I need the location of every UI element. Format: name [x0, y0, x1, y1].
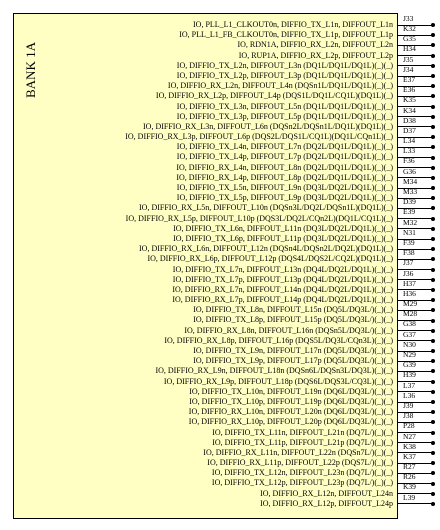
pin-number-label: G35 [403, 34, 416, 44]
pin-number-label: K37 [403, 451, 416, 461]
pin-terminal-dot [431, 33, 435, 37]
pin-function-label: IO, DIFFIO_TX_L11n, DIFFOUT_L21n (DQ7L/)(_)(_) [212, 427, 393, 437]
pin-number-label: J33 [403, 13, 414, 23]
pin-function-label: IO, DIFFIO_RX_L3p, DIFFOUT_L6p (DQS2L/DQS1L/CQ1L)(DQ1L/CQn1L)(_) [125, 132, 393, 142]
pin-function-label: IO, DIFFIO_RX_L6p, DIFFOUT_L12p (DQS4L/DQS2L/CQ2L)(DQ1L)(_) [147, 254, 393, 264]
pin-number-label: J38 [403, 411, 414, 421]
pin-number-label: H36 [403, 288, 416, 298]
pin-number-label: N31 [403, 227, 416, 237]
pin-function-label: IO, DIFFIO_RX_L12p, DIFFOUT_L24p [260, 498, 393, 508]
pin-row [0, 13, 440, 30]
pin-function-label: IO, DIFFIO_TX_L2n, DIFFOUT_L3n (DQ1L/DQ1L/DQ1L)(_)(_) [176, 60, 393, 70]
pin-number-label: D38 [403, 115, 416, 125]
pin-function-label: IO, DIFFIO_TX_L6n, DIFFOUT_L11n (DQ3L/DQ2L/DQ1L)(_)(_) [173, 223, 393, 233]
pin-number-label: R27 [403, 462, 416, 472]
pin-terminal-dot [431, 359, 435, 363]
pin-terminal-dot [431, 176, 435, 180]
pin-terminal-dot [431, 308, 435, 312]
pin-terminal-dot [431, 400, 435, 404]
pin-terminal-dot [431, 43, 435, 47]
pin-number-label: F36 [403, 156, 415, 166]
pin-number-label: L34 [403, 136, 416, 146]
pin-terminal-dot [431, 156, 435, 160]
pin-number-label: G36 [403, 166, 416, 176]
pin-terminal-dot [431, 64, 435, 68]
pin-terminal-dot [431, 186, 435, 190]
pin-number-label: G38 [403, 319, 416, 329]
pin-function-label: IO, DIFFIO_TX_L3n, DIFFOUT_L5n (DQ1L/DQ1L/DQ1L)(_)(_) [176, 101, 393, 111]
pin-number-label: D39 [403, 197, 416, 207]
pin-number-label: K39 [403, 482, 416, 492]
pin-function-label: IO, DIFFIO_RX_L4n, DIFFOUT_L8n (DQ2L/DQ1L/DQ1L)(_)(_) [176, 162, 393, 172]
pin-number-label: E39 [403, 207, 416, 217]
pin-terminal-dot [431, 247, 435, 251]
pin-function-label: IO, DIFFIO_RX_L4p, DIFFOUT_L8p (DQ2L/DQ1L/DQ1L)(_)(_) [176, 172, 393, 182]
pin-terminal-dot [431, 206, 435, 210]
pin-terminal-dot [431, 74, 435, 78]
pin-function-label: IO, DIFFIO_TX_L9n, DIFFOUT_L17n (DQ5L/DQ3L/)(_)(_) [193, 346, 393, 355]
pin-terminal-dot [431, 471, 435, 475]
pin-function-label: IO, RUP1A, DIFFIO_RX_L2p, DIFFOUT_L2p [238, 50, 393, 60]
pin-function-label: IO, DIFFIO_TX_L9p, DIFFOUT_L17p (DQ5L/DQ3L/)(_)(_) [193, 356, 393, 366]
pin-number-label: J34 [403, 64, 414, 74]
pin-function-label: IO, DIFFIO_RX_L11p, DIFFOUT_L22p (DQS7L/)(_)(_) [207, 458, 393, 468]
pin-terminal-dot [431, 380, 435, 384]
pin-number-label: H39 [403, 370, 416, 380]
pin-terminal-dot [431, 23, 435, 27]
pin-number-label: D37 [403, 125, 416, 135]
pin-number-label: F38 [403, 248, 415, 258]
pin-function-label: IO, PLL_L1_CLKOUT0n, DIFFIO_TX_L1n, DIFFOUT_L1n [193, 20, 393, 29]
pin-function-label: IO, DIFFIO_TX_L2p, DIFFOUT_L3p (DQ1L/DQ1L/DQ1L)(_)(_) [176, 70, 393, 80]
pin-number-label: M28 [403, 309, 418, 319]
pin-number-label: H37 [403, 278, 416, 288]
pin-lead-line [398, 503, 433, 504]
pin-terminal-dot [431, 288, 435, 292]
pin-terminal-dot [431, 298, 435, 302]
pin-function-label: IO, DIFFIO_RX_L9n, DIFFOUT_L18n (DQSn6L/DQSn3L/DQ3L)(_)(_) [155, 366, 393, 376]
pin-terminal-dot [431, 451, 435, 455]
pin-function-label: IO, DIFFIO_TX_L10p, DIFFOUT_L19p (DQ6L/DQ3L/)(_)(_) [189, 396, 393, 406]
pin-number-label: F39 [403, 237, 415, 247]
pin-terminal-dot [431, 390, 435, 394]
pin-terminal-dot [431, 84, 435, 88]
pin-number-label: K35 [403, 95, 416, 105]
pin-function-label: IO, DIFFIO_TX_L4p, DIFFOUT_L7p (DQ2L/DQ1L/DQ1L)(_)(_) [176, 152, 393, 162]
pin-terminal-dot [431, 217, 435, 221]
pin-number-label: J35 [403, 54, 414, 64]
pin-number-label: M33 [403, 187, 418, 196]
pin-terminal-dot [431, 339, 435, 343]
pin-number-label: L37 [403, 380, 416, 390]
pin-function-label: IO, DIFFIO_RX_L8p, DIFFOUT_L16p (DQS5L/DQ3L/CQn3L)(_)(_) [164, 335, 393, 345]
pin-function-label: IO, DIFFIO_RX_L3n, DIFFOUT_L6n (DQSn2L/DQSn1L/DQ1L)(DQ1L)(_) [143, 121, 393, 131]
pin-number-label: N27 [403, 431, 416, 441]
pin-number-label: L33 [403, 146, 416, 156]
pin-number-label: E37 [403, 74, 416, 84]
pin-number-label: J37 [403, 258, 414, 268]
pin-terminal-dot [431, 145, 435, 149]
pin-number-label: N29 [403, 350, 416, 359]
pin-terminal-dot [431, 369, 435, 373]
pin-number-label: K32 [403, 24, 416, 33]
pin-function-label: IO, DIFFIO_TX_L10n, DIFFOUT_L19n (DQ6L/DQ3L/)(_)(_) [189, 386, 393, 396]
pin-function-label: IO, DIFFIO_TX_L3p, DIFFOUT_L5p (DQ1L/DQ1L/DQ1L)(_)(_) [176, 111, 393, 121]
pin-function-label: IO, DIFFIO_TX_L6p, DIFFOUT_L11p (DQ3L/DQ2L/DQ1L)(_)(_) [173, 233, 393, 243]
pin-terminal-dot [431, 410, 435, 414]
pin-number-label: M29 [403, 299, 418, 309]
pin-function-label: IO, DIFFIO_TX_L5p, DIFFOUT_L9p (DQ3L/DQ2L/DQ1L)(_)(_) [176, 193, 393, 203]
bank-title: BANK 1A [23, 42, 38, 98]
pin-number-label: N30 [403, 339, 416, 349]
pin-function-label: IO, DIFFIO_RX_L10p, DIFFOUT_L20p (DQ6L/DQ3L/)(_)(_) [188, 417, 393, 427]
pin-terminal-dot [431, 105, 435, 109]
pin-terminal-dot [431, 135, 435, 139]
pin-terminal-dot [431, 196, 435, 200]
pin-function-label: IO, DIFFIO_RX_L8n, DIFFOUT_L16n (DQSn5L/DQ3L/)(_)(_) [184, 325, 393, 335]
pin-number-label: R26 [403, 472, 416, 482]
pin-terminal-dot [431, 257, 435, 261]
pin-number-label: J36 [403, 268, 414, 278]
pin-function-label: IO, DIFFIO_TX_L7n, DIFFOUT_L13n (DQ4L/DQ2L/DQ1L)(_)(_) [172, 264, 393, 274]
pin-function-label: IO, DIFFIO_RX_L5n, DIFFOUT_L10n (DQSn3L/DQ2L/DQSn1L)(DQ1L)(_) [139, 203, 393, 213]
pin-function-label: IO, PLL_L1_FB_CLKOUT0n, DIFFIO_TX_L1p, DIFFOUT_L1p [179, 30, 393, 40]
pin-terminal-dot [431, 54, 435, 58]
pin-function-label: IO, DIFFIO_RX_L7n, DIFFOUT_L14n (DQ4L/DQ2L/DQ1L)(_)(_) [172, 284, 393, 294]
pin-function-label: IO, DIFFIO_TX_L8n, DIFFOUT_L15n (DQ5L/DQ3L/)(_)(_) [193, 305, 393, 315]
pin-terminal-dot [431, 268, 435, 272]
pin-terminal-dot [431, 329, 435, 333]
pin-function-label: IO, DIFFIO_RX_L7p, DIFFOUT_L14p (DQ4L/DQ2L/DQ1L)(_)(_) [172, 295, 393, 305]
pin-number-label: M32 [403, 217, 418, 227]
pin-terminal-dot [431, 237, 435, 241]
pin-terminal-dot [431, 125, 435, 129]
pin-number-label: J39 [403, 400, 414, 410]
pin-number-label: L39 [403, 492, 416, 502]
pin-function-label: IO, DIFFIO_TX_L11p, DIFFOUT_L21p (DQ7L/)(_)(_) [212, 437, 393, 447]
pin-function-label: IO, DIFFIO_TX_L7p, DIFFOUT_L13p (DQ4L/DQ2L/DQ1L)(_)(_) [172, 274, 393, 284]
pin-number-label: K34 [403, 105, 416, 115]
pin-function-label: IO, DIFFIO_RX_L10n, DIFFOUT_L20n (DQ6L/DQ3L/)(_)(_) [188, 407, 393, 417]
pin-number-label: K38 [403, 441, 416, 451]
pin-number-label: P28 [403, 421, 415, 431]
pin-function-label: IO, DIFFIO_RX_L11n, DIFFOUT_L22n (DQSn7L/)(_)(_) [203, 447, 393, 457]
pin-terminal-dot [431, 482, 435, 486]
pin-terminal-dot [431, 94, 435, 98]
pin-terminal-dot [431, 492, 435, 496]
pin-function-label: IO, DIFFIO_RX_L12n, DIFFOUT_L24n [260, 488, 393, 498]
pin-number-label: L36 [403, 390, 416, 400]
pin-function-label: IO, DIFFIO_RX_L2p, DIFFOUT_L4p (DQS1L/DQ1L/CQ1L)(DQ1L)(_) [155, 91, 393, 101]
pin-terminal-dot [431, 461, 435, 465]
pin-function-label: IO, DIFFIO_TX_L12p, DIFFOUT_L23p (DQ7L/)(_)(_) [211, 478, 393, 488]
pin-number-label: E36 [403, 85, 416, 95]
pin-function-label: IO, DIFFIO_RX_L9p, DIFFOUT_L18p (DQS6L/DQS3L/CQ3L)(_)(_) [163, 376, 393, 386]
pin-function-label: IO, DIFFIO_RX_L2n, DIFFOUT_L4n (DQSn1L/DQ1L/DQ1L)(_)(_) [167, 81, 393, 91]
pin-function-label: IO, DIFFIO_TX_L5n, DIFFOUT_L9n (DQ3L/DQ2L/DQ1L)(_)(_) [176, 183, 393, 192]
pin-function-label: IO, DIFFIO_RX_L6n, DIFFOUT_L12n (DQSn4L/DQSn2L/DQ2L)(DQ1L)(_) [139, 244, 393, 254]
pin-terminal-dot [431, 431, 435, 435]
pin-number-label: H34 [403, 44, 416, 54]
pin-terminal-dot [431, 319, 435, 323]
pin-function-label: IO, DIFFIO_RX_L5p, DIFFOUT_L10p (DQS3L/DQ2L/CQn2L)(DQ1L/CQ1L)(_) [125, 213, 393, 223]
pin-function-label: IO, DIFFIO_TX_L8p, DIFFOUT_L15p (DQ5L/DQ3L/)(_)(_) [193, 315, 393, 325]
pin-terminal-dot [431, 115, 435, 119]
pin-terminal-dot [431, 502, 435, 506]
pin-number-label: G37 [403, 329, 416, 339]
pin-function-label: IO, RDN1A, DIFFIO_RX_L2n, DIFFOUT_L2n [237, 40, 393, 50]
pin-number-label: G39 [403, 360, 416, 370]
pin-terminal-dot [431, 166, 435, 170]
pin-list [0, 13, 440, 509]
pin-terminal-dot [431, 349, 435, 353]
pin-terminal-dot [431, 420, 435, 424]
pin-function-label: IO, DIFFIO_TX_L12n, DIFFOUT_L23n (DQ7L/)(_)(_) [211, 468, 393, 478]
pin-terminal-dot [431, 278, 435, 282]
pin-function-label: IO, DIFFIO_TX_L4n, DIFFOUT_L7n (DQ2L/DQ1L/DQ1L)(_)(_) [176, 142, 393, 152]
pin-terminal-dot [431, 227, 435, 231]
pin-terminal-dot [431, 441, 435, 445]
pin-number-label: M34 [403, 176, 418, 186]
